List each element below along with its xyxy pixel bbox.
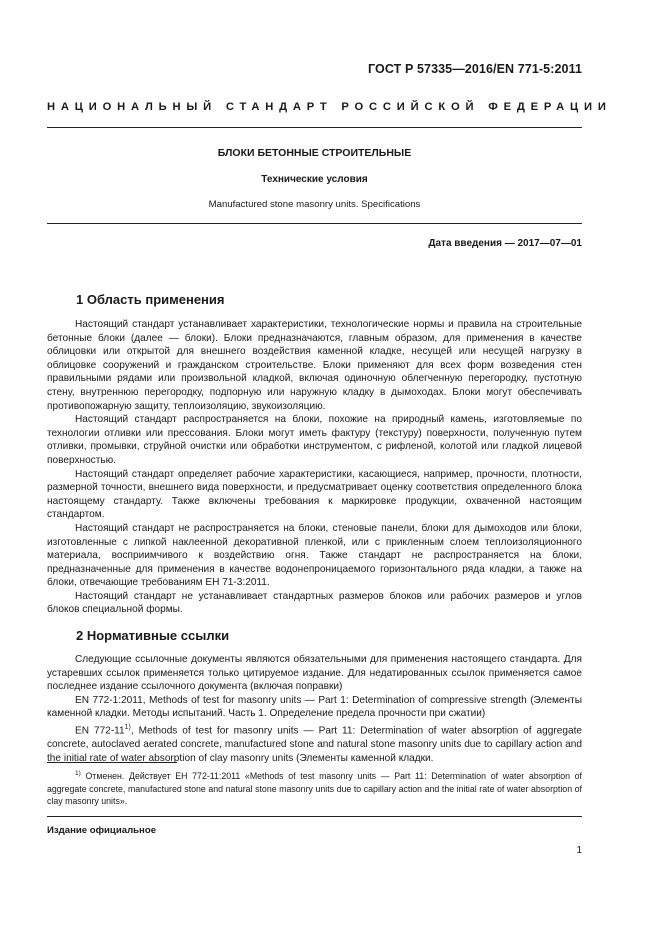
footer-divider bbox=[47, 816, 582, 817]
page-number: 1 bbox=[576, 845, 582, 856]
reference-text: , Methods of test for masonry units — Part 11: Determination of water absorption of aggregate concrete, autoclaved aerated concrete, manufactured stone and natural stone masonry units due to capillary action and the initial rate of water absorption of clay masonry units (Элементы каменной кладки. bbox=[47, 725, 582, 764]
footnote bbox=[47, 768, 582, 808]
section-1-heading: 1 Область применения bbox=[76, 292, 225, 307]
paragraph: Настоящий стандарт устанавливает характеристики, технологические нормы и правила на строительные бетонные блоки (далее — блоки). Блоки предназначаются, главным образом, для применения в качестве облицовки или открытой для внешнего воздействия каменной кладке, несущей или несущей нагрузку в облицовке сооружений и гражданском строительстве. Блоки применяют для всех форм возведения стен правильными рядами или произвольной кладкой, включая одиночную облегченную перегородку, пустотную стену, внутреннюю перегородку, подпорную или наружную кладку в дымоходах. Блоки могут обеспечивать противопожарную защиту, теплоизоляцию, звукоизоляцию. bbox=[47, 319, 582, 412]
title-divider bbox=[47, 223, 582, 224]
footnote-text: Отменен. Действует ЕН 772-11:2011 «Methods of test masonry units — Part 11: Determination of water absorption of aggregate concrete, manufactured stone and natural stone masonry units due to capillary action and the initial rate of water absorption of clay masonry units». bbox=[47, 770, 582, 807]
reference-en-772-11 bbox=[47, 721, 582, 765]
standard-code: ГОСТ Р 57335—2016/EN 771-5:2011 bbox=[367, 62, 582, 76]
reference-code: EN 772-11 bbox=[75, 725, 125, 737]
paragraph: Настоящий стандарт не устанавливает стандартных размеров блоков или рабочих размеров и углов блоков специальной формы. bbox=[47, 590, 582, 616]
official-edition-label: Издание официальное bbox=[47, 825, 157, 836]
paragraph: EN 772-1:2011, Methods of test for masonry units — Part 1: Determination of compressive strength (Элементы каменной кладки. Методы испытаний. Часть 1. Определение предела прочности при сжатии) bbox=[47, 694, 582, 720]
document-title-english: Manufactured stone masonry units. Specifications bbox=[208, 199, 421, 210]
paragraph: Следующие ссылочные документы являются обязательными для применения настоящего стандарта. Для устаревших ссылок применяется только цитируемое издание. Для недатированных ссылок применяется самое последнее издание ссылочного документа (включая поправки) bbox=[47, 654, 582, 693]
introduction-date: Дата введения — 2017—07—01 bbox=[428, 238, 582, 249]
national-standard-banner: НАЦИОНАЛЬНЫЙ СТАНДАРТ РОССИЙСКОЙ ФЕДЕРАЦИИ bbox=[47, 101, 612, 113]
section-2-heading: 2 Нормативные ссылки bbox=[76, 628, 230, 643]
section-2-body bbox=[47, 653, 582, 765]
paragraph: Настоящий стандарт не распространяется на блоки, стеновые панели, блоки для дымоходов или блоки, изготовленные с липкой наклеенной декоративной пленкой, или с прикленным слоем теплоизоляционного материала, восприимчивого к воздействию огня. Также стандарт не распространяется на блоки, предназначенные для применения в качестве водонепроницаемого горизонтального ряда кладки, а также на блоки, отвечающие требованиям ЕН 71-3:2011. bbox=[47, 522, 582, 589]
paragraph: Настоящий стандарт определяет рабочие характеристики, касающиеся, например, прочности, плотности, размерной точности, внешнего вида поверхности, и предусматривает оценку соответствия определенного блока настоящему стандарту. Также включены требования к маркировке продукции, охваченной настоящим стандартом. bbox=[47, 468, 582, 521]
document-subtitle: Технические условия bbox=[261, 174, 368, 185]
footnote-marker[interactable]: 1) bbox=[124, 723, 131, 731]
document-title: БЛОКИ БЕТОННЫЕ СТРОИТЕЛЬНЫЕ bbox=[217, 147, 412, 159]
footnote-divider bbox=[47, 762, 177, 763]
paragraph: Настоящий стандарт распространяется на блоки, похожие на природный камень, изготовляемые по технологии отливки или прессования. Блоки могут иметь фактуру (текстуру) поверхности, полученную путем отливки, промывки, струйной очистки или обработки инструментом, с рифленой, колотой или гладкой лицевой поверхностью. bbox=[47, 414, 582, 466]
section-1-body bbox=[47, 318, 582, 617]
footnote-number: 1) bbox=[75, 770, 81, 777]
header-divider bbox=[47, 127, 582, 128]
